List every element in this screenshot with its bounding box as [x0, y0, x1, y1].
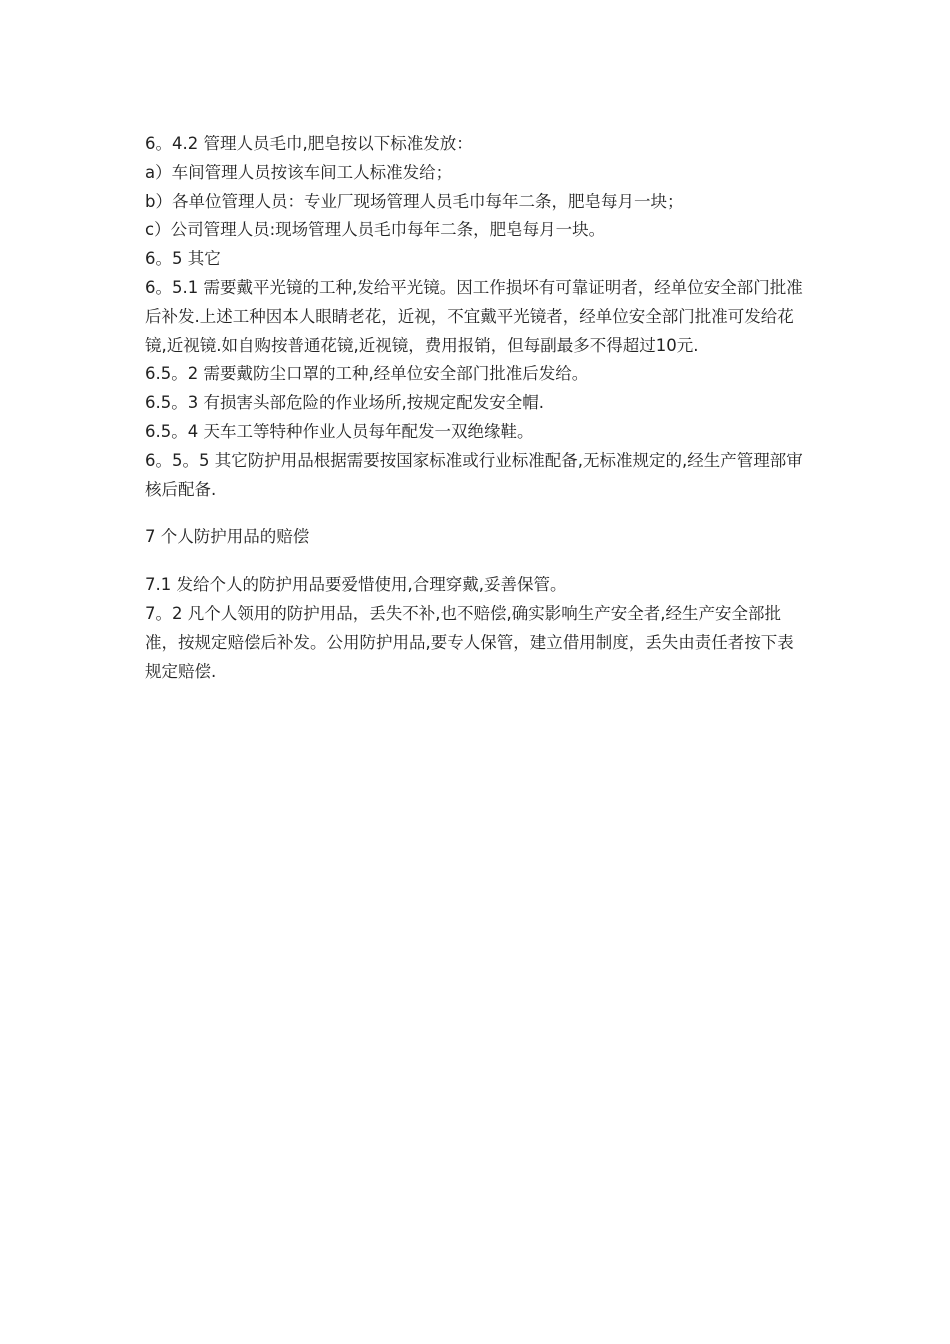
- paragraph-7-1: 7.1 发给个人的防护用品要爱惜使用,合理穿戴,妥善保管。: [145, 575, 567, 595]
- paragraph-6-5-1: 6。5.1 需要戴平光镜的工种,发给平光镜。因工作损坏有可靠证明者，经单位安全部门批准后补发.上述工种因本人眼睛老花，近视，不宜戴平光镜者，经单位安全部门批准可发给花镜,近视镜.如自购按普通花镜,近视镜，费用报销，但每副最多不得超过10元.: [145, 277, 803, 355]
- paragraph-spacer: [145, 504, 810, 523]
- paragraph-6-5-2: 6.5。2 需要戴防尘口罩的工种,经单位安全部门批准后发给。: [145, 364, 589, 384]
- section-heading-7: 7 个人防护用品的赔偿: [145, 527, 310, 547]
- paragraph-item-b: b）各单位管理人员：专业厂现场管理人员毛巾每年二条，肥皂每月一块；: [145, 191, 684, 211]
- paragraph-7-2: 7。2 凡个人领用的防护用品，丢失不补,也不赔偿,确实影响生产安全者,经生产安全部批准，按规定赔偿后补发。公用防护用品,要专人保管，建立借用制度，丢失由责任者按下表规定赔偿.: [145, 603, 794, 681]
- paragraph-6-5-5: 6。5。5 其它防护用品根据需要按国家标准或行业标准配备,无标准规定的,经生产管理部审核后配备.: [145, 450, 803, 499]
- paragraph-6-4-2: 6。4.2 管理人员毛巾,肥皂按以下标准发放：: [145, 134, 473, 153]
- paragraph-item-c: c）公司管理人员:现场管理人员毛巾每年二条，肥皂每月一块。: [145, 220, 606, 240]
- section-heading-6-5: 6。5 其它: [145, 249, 221, 269]
- paragraph-6-5-3: 6.5。3 有损害头部危险的作业场所,按规定配发安全帽.: [145, 393, 544, 413]
- paragraph-item-a: a）车间管理人员按该车间工人标准发给；: [145, 162, 453, 182]
- paragraph-6-5-4: 6.5。4 天车工等特种作业人员每年配发一双绝缘鞋。: [145, 421, 534, 441]
- paragraph-spacer: [145, 552, 810, 571]
- document-body: [145, 130, 810, 686]
